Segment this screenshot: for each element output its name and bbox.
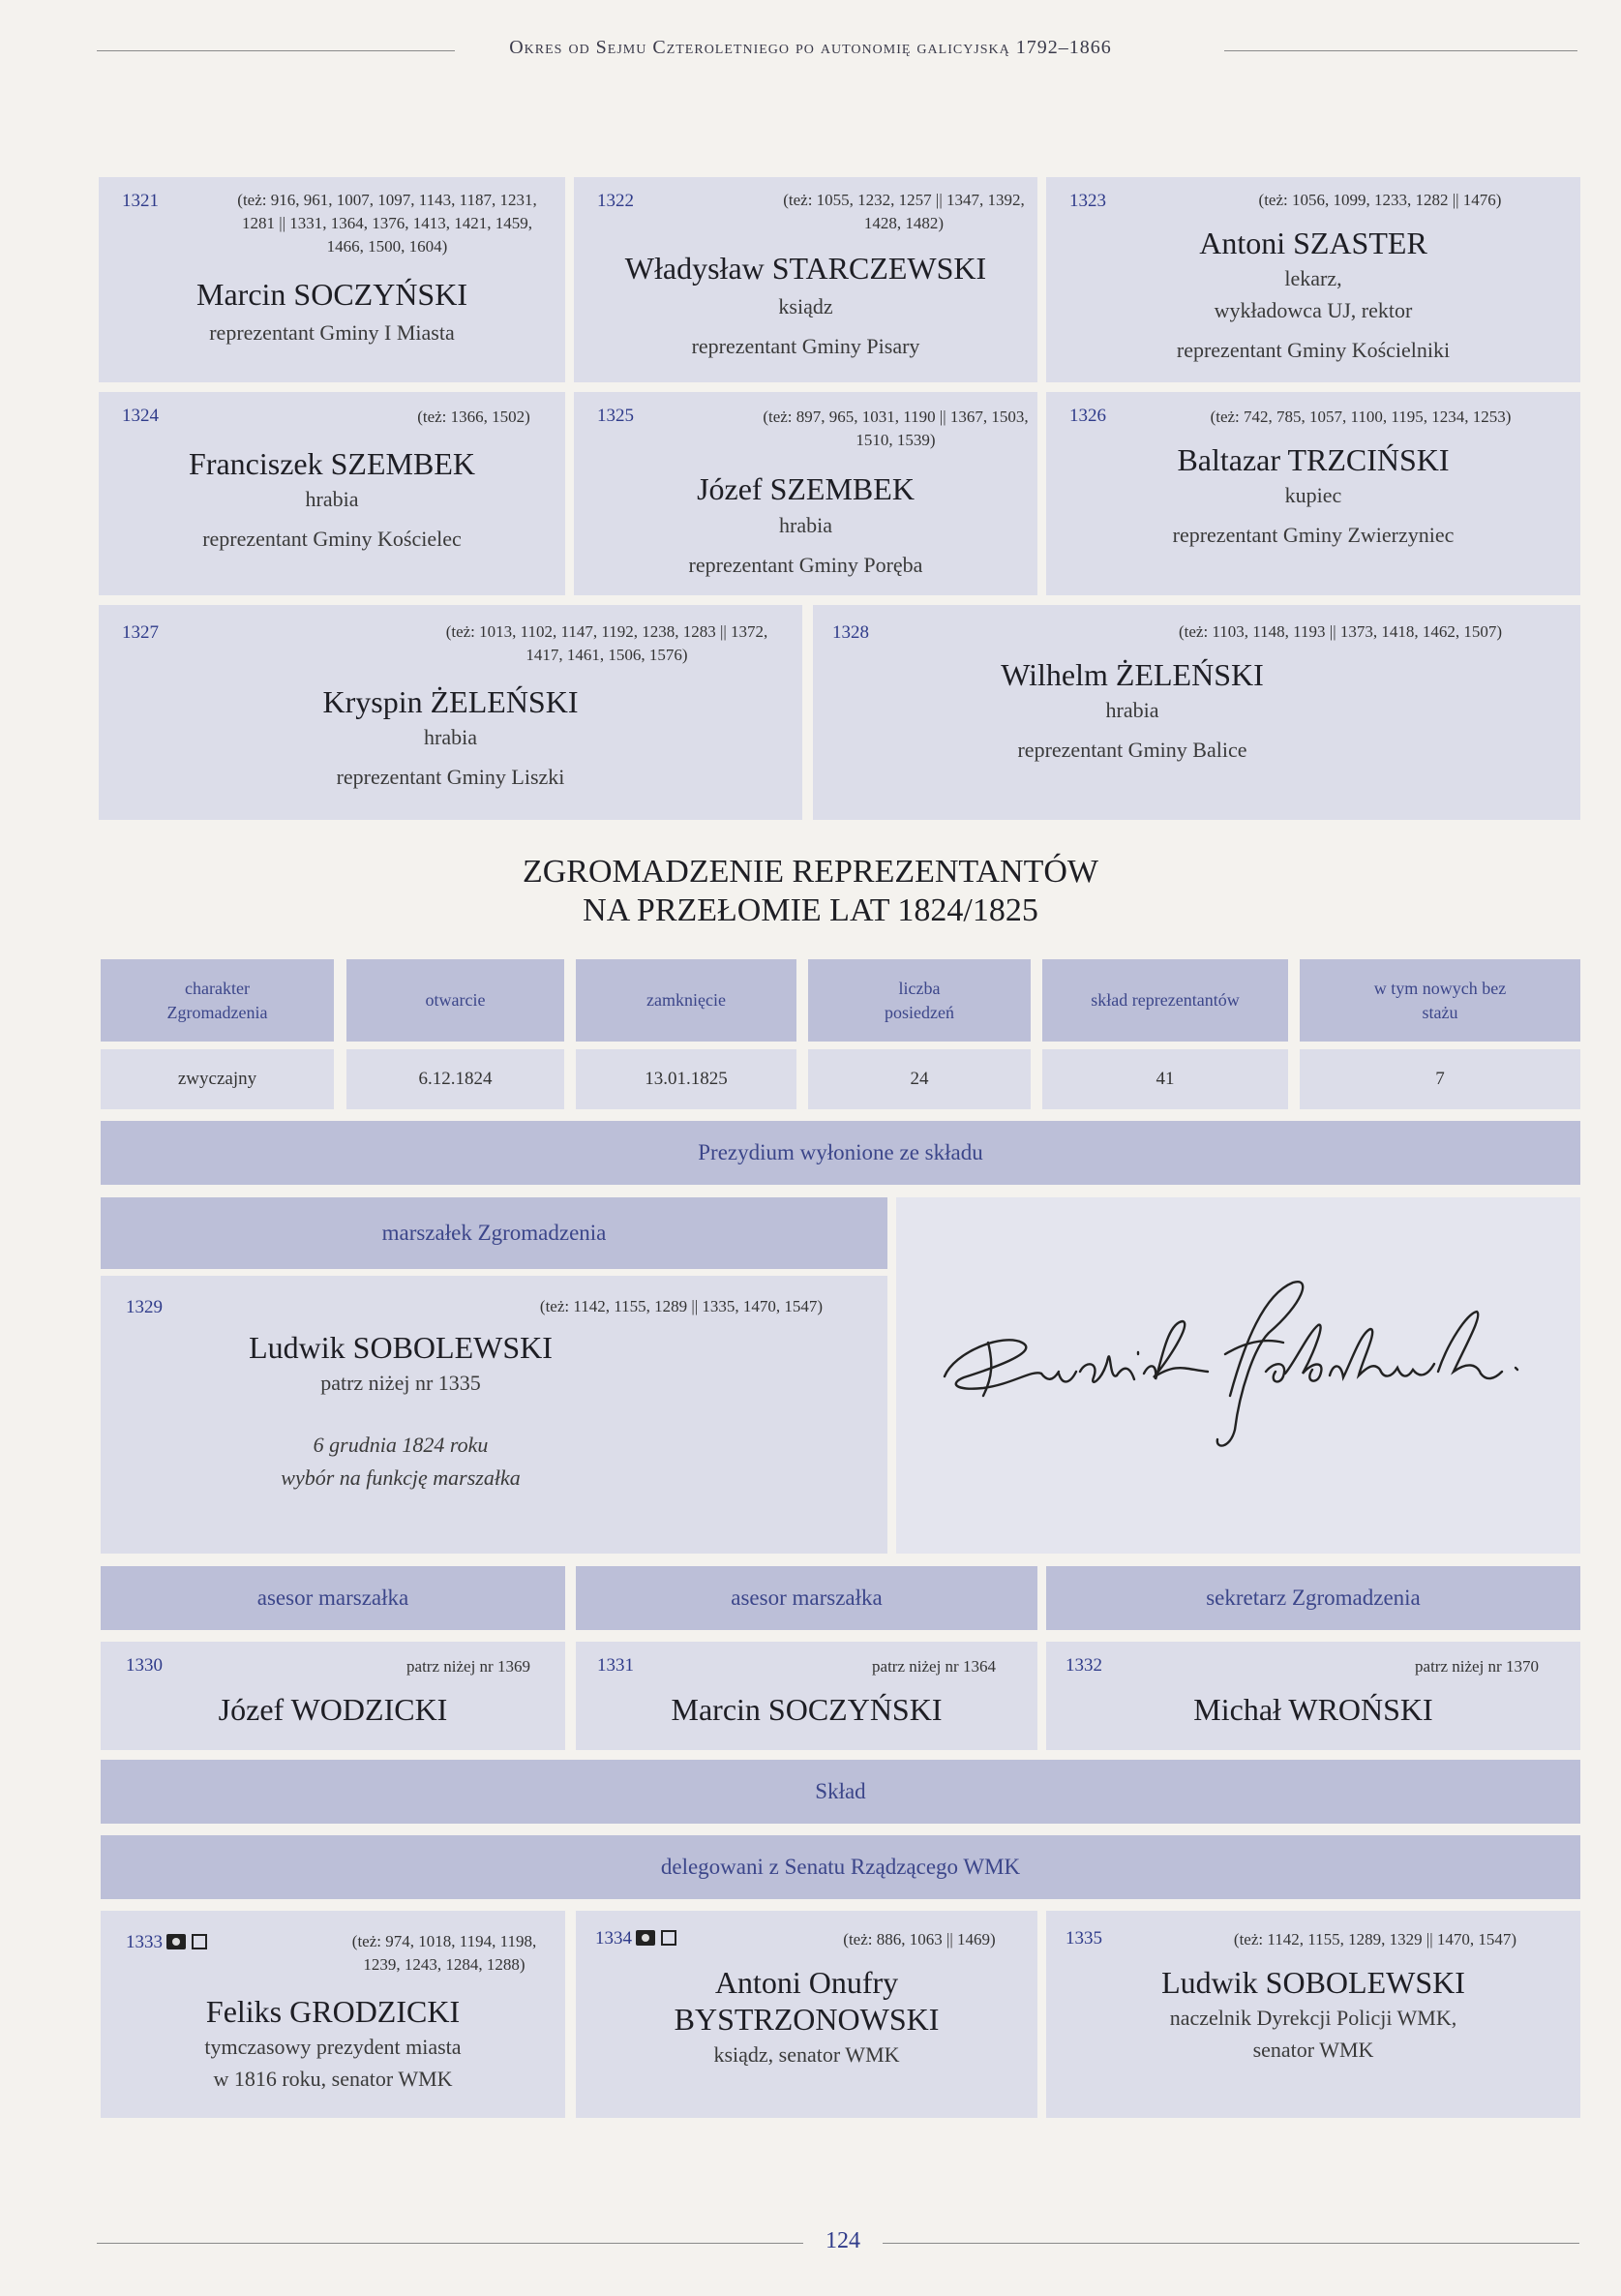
entry-also-refs: (też: 1103, 1148, 1193 || 1373, 1418, 1462, 1507) <box>1178 622 1503 641</box>
role-card-1331 <box>576 1642 1037 1750</box>
section-title-line1: ZGROMADZENIE REPREZENTANTÓW <box>522 854 1099 890</box>
entry-also-refs: (też: 1142, 1155, 1289 || 1335, 1470, 1547) <box>539 1297 824 1315</box>
entry-desc: reprezentant Gminy Pisary <box>691 334 920 358</box>
entry-card-1325 <box>574 392 1037 595</box>
composition-band: Skład <box>101 1760 1580 1824</box>
entry-desc: hrabia <box>1105 698 1159 722</box>
photo-icon <box>636 1930 655 1946</box>
entry-desc: reprezentant Gminy Kościelec <box>202 527 462 551</box>
entry-desc: wykładowca UJ, rektor <box>1214 298 1413 322</box>
table-header-zamkniecie: zamknięcie <box>576 959 796 1042</box>
entry-number: 1331 <box>597 1655 634 1676</box>
entry-desc: ksiądz, senator WMK <box>713 2042 900 2067</box>
entry-number-text: 1333 <box>126 1932 163 1952</box>
entry-also-refs: (też: 1055, 1232, 1257 || 1347, 1392, 1428, 1482) <box>783 191 1025 232</box>
entry-card-1323 <box>1046 177 1580 382</box>
entry-ref: patrz niżej nr 1369 <box>406 1657 530 1676</box>
entry-card-1334 <box>576 1911 1037 2118</box>
entry-number: 1324 <box>122 406 159 426</box>
entry-also-refs: (też: 886, 1063 || 1469) <box>843 1930 996 1949</box>
signature-panel <box>896 1197 1580 1554</box>
entry-number: 1335 <box>1066 1928 1102 1949</box>
entry-desc: reprezentant Gminy Poręba <box>688 553 923 577</box>
entry-number <box>595 1928 676 1949</box>
entry-desc: hrabia <box>305 487 359 511</box>
entry-card-1327 <box>99 605 802 820</box>
entry-number: 1326 <box>1069 406 1106 426</box>
entry-desc: reprezentant Gminy Balice <box>1017 738 1247 762</box>
table-header-charakter: charakter Zgromadzenia <box>101 959 334 1042</box>
entry-desc: reprezentant Gminy Kościelniki <box>1176 338 1451 362</box>
entry-name: Kryspin ŻELEŃSKI <box>322 684 579 719</box>
entry-desc: hrabia <box>424 725 477 749</box>
role-band-assessor-2: asesor marszałka <box>576 1566 1037 1630</box>
footer-rule-right <box>883 2243 1579 2244</box>
entry-name: Józef SZEMBEK <box>697 471 915 506</box>
entry-card-1321 <box>99 177 565 382</box>
entry-card-1322 <box>574 177 1037 382</box>
entry-name: Michał WROŃSKI <box>1193 1692 1433 1727</box>
table-cell-nowych: 7 <box>1300 1049 1580 1109</box>
entry-also-refs: (też: 897, 965, 1031, 1190 || 1367, 1503, 1510, 1539) <box>763 408 1029 449</box>
entry-also-refs: (też: 1142, 1155, 1289, 1329 || 1470, 1547) <box>1233 1930 1517 1949</box>
delegates-band: delegowani z Senatu Rządzącego WMK <box>101 1835 1580 1899</box>
entry-card-1324 <box>99 392 565 595</box>
entry-desc: reprezentant Gminy Zwierzyniec <box>1172 523 1455 547</box>
photo-icon <box>166 1934 186 1949</box>
signature-image <box>896 1197 1580 1554</box>
entry-desc: senator WMK <box>1252 2038 1374 2062</box>
entry-name-line2: BYSTRZONOWSKI <box>674 2002 940 2037</box>
table-cell-sklad: 41 <box>1042 1049 1288 1109</box>
entry-number: 1327 <box>122 622 159 643</box>
entry-card-1326 <box>1046 392 1580 595</box>
entry-desc: w 1816 roku, senator WMK <box>213 2067 453 2091</box>
entry-desc: ksiądz <box>778 294 833 318</box>
entry-name: Wilhelm ŻELEŃSKI <box>1001 657 1264 692</box>
entry-also-refs: (też: 742, 785, 1057, 1100, 1195, 1234, 1253) <box>1210 408 1512 426</box>
entry-also-refs: (też: 1056, 1099, 1233, 1282 || 1476) <box>1258 191 1502 209</box>
entry-name-line1: Antoni Onufry <box>714 1965 899 2000</box>
entry-name: Franciszek SZEMBEK <box>189 446 475 481</box>
entry-desc: naczelnik Dyrekcji Policji WMK, <box>1169 2006 1457 2030</box>
entry-desc: lekarz, <box>1284 266 1342 290</box>
entry-desc: tymczasowy prezydent miasta <box>204 2035 462 2059</box>
election-date: 6 grudnia 1824 roku <box>313 1433 489 1457</box>
entry-name: Władysław STARCZEWSKI <box>624 251 987 286</box>
entry-number-text: 1334 <box>595 1928 632 1949</box>
entry-ref: patrz niżej nr 1370 <box>1415 1657 1539 1676</box>
table-cell-zamkniecie: 13.01.1825 <box>576 1049 796 1109</box>
table-cell-liczba: 24 <box>808 1049 1031 1109</box>
running-header: Okres od Sejmu Czteroletniego po autonomię galicyjską 1792–1866 <box>509 37 1112 58</box>
page-number: 124 <box>826 2228 860 2253</box>
footer-rule-left <box>97 2243 803 2244</box>
table-header-otwarcie: otwarcie <box>346 959 564 1042</box>
role-band-secretary: sekretarz Zgromadzenia <box>1046 1566 1580 1630</box>
entry-also-refs: (też: 916, 961, 1007, 1097, 1143, 1187, 1231, 1281 || 1331, 1364, 1376, 1413, 1421, 1459, 1466, 1500, 1604) <box>237 191 537 256</box>
entry-also-refs: (też: 1013, 1102, 1147, 1192, 1238, 1283 || 1372, 1417, 1461, 1506, 1576) <box>445 622 768 664</box>
entry-name: Feliks GRODZICKI <box>205 1994 461 2029</box>
election-note: wybór na funkcję marszałka <box>281 1465 521 1490</box>
entry-name: Ludwik SOBOLEWSKI <box>249 1330 553 1365</box>
marshal-card-1329 <box>101 1276 887 1554</box>
entry-also-refs: (też: 974, 1018, 1194, 1198, 1239, 1243, 1284, 1288) <box>351 1932 537 1974</box>
entry-card-1335 <box>1046 1911 1580 2118</box>
entry-also-refs: (też: 1366, 1502) <box>417 408 530 426</box>
role-card-1330 <box>101 1642 565 1750</box>
entry-ref: patrz niżej nr 1364 <box>872 1657 996 1676</box>
entry-card-1333 <box>101 1911 565 2118</box>
entry-desc: hrabia <box>779 513 832 537</box>
entry-desc: patrz niżej nr 1335 <box>320 1371 481 1395</box>
entry-desc: reprezentant Gminy Liszki <box>336 765 565 789</box>
entry-number: 1321 <box>122 191 159 211</box>
table-header-liczba: liczba posiedzeń <box>808 959 1031 1042</box>
checkbox-icon <box>192 1934 207 1949</box>
entry-name: Józef WODZICKI <box>218 1692 448 1727</box>
presidium-band: Prezydium wyłonione ze składu <box>101 1121 1580 1185</box>
marshal-band: marszałek Zgromadzenia <box>101 1197 887 1269</box>
table-cell-otwarcie: 6.12.1824 <box>346 1049 564 1109</box>
entry-number: 1330 <box>126 1655 163 1676</box>
entry-name: Baltazar TRZCIŃSKI <box>1177 442 1450 477</box>
section-title-line2: NA PRZEŁOMIE LAT 1824/1825 <box>583 892 1038 928</box>
entry-name: Ludwik SOBOLEWSKI <box>1161 1965 1465 2000</box>
entry-number: 1322 <box>597 191 634 211</box>
entry-number: 1325 <box>597 406 634 426</box>
checkbox-icon <box>661 1930 676 1946</box>
table-cell-charakter: zwyczajny <box>101 1049 334 1109</box>
role-band-assessor-1: asesor marszałka <box>101 1566 565 1630</box>
entry-number: 1329 <box>126 1297 163 1317</box>
entry-name: Marcin SOCZYŃSKI <box>671 1692 943 1727</box>
entry-desc: reprezentant Gminy I Miasta <box>209 320 455 345</box>
entry-name: Marcin SOCZYŃSKI <box>196 277 467 312</box>
entry-name: Antoni SZASTER <box>1199 226 1427 260</box>
entry-desc: kupiec <box>1284 483 1342 507</box>
entry-number <box>126 1932 207 1953</box>
entry-number: 1323 <box>1069 191 1106 211</box>
role-card-1332 <box>1046 1642 1580 1750</box>
entry-number: 1332 <box>1066 1655 1102 1676</box>
table-header-sklad: skład reprezentantów <box>1042 959 1288 1042</box>
entry-card-1328 <box>813 605 1580 820</box>
table-header-nowych: w tym nowych bez stażu <box>1300 959 1580 1042</box>
entry-number: 1328 <box>832 622 869 643</box>
